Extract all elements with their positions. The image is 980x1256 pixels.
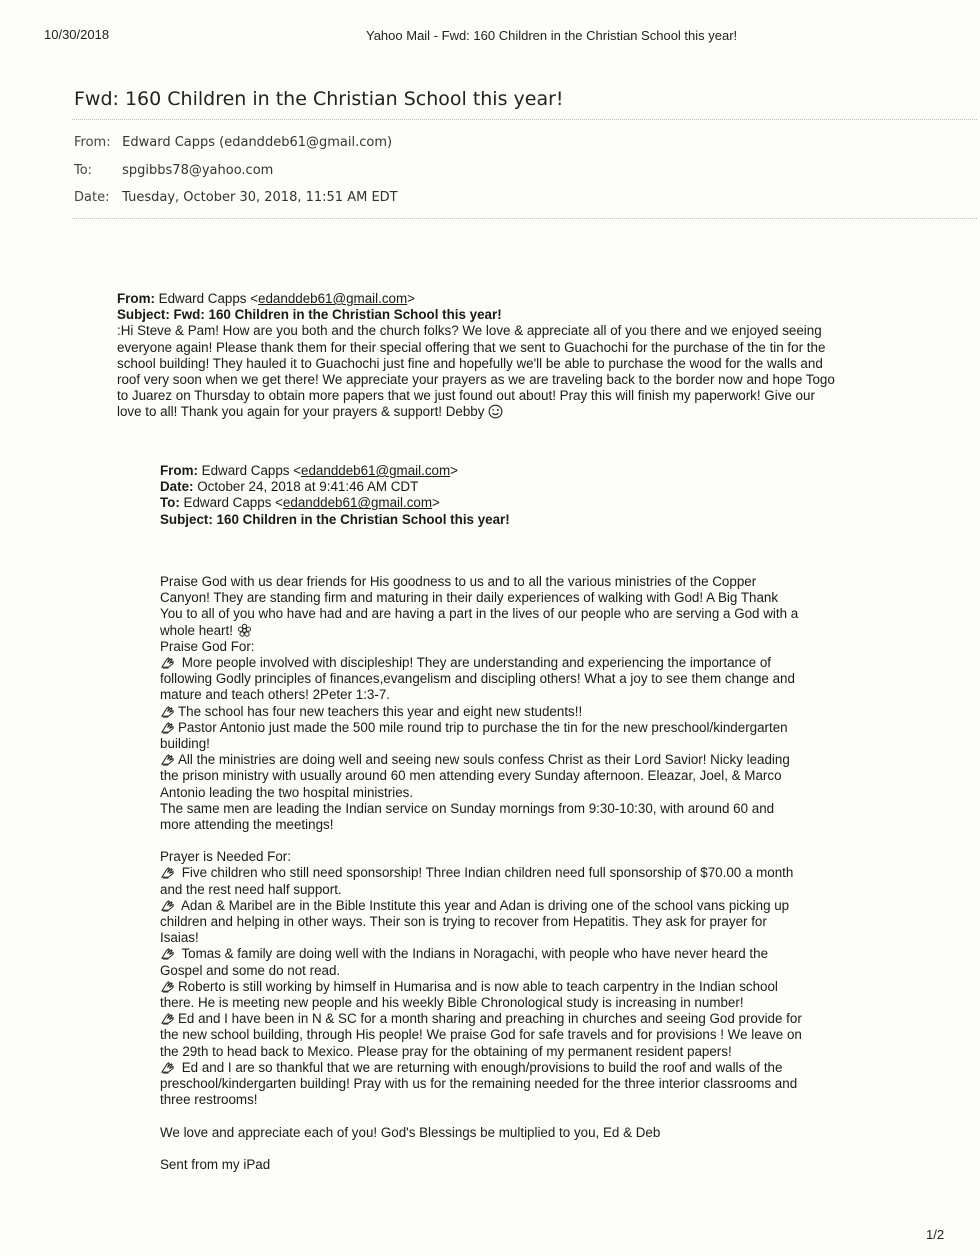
praying-hands-icon <box>160 980 175 993</box>
prayer-heading: Prayer is Needed For: <box>160 849 291 865</box>
fwd2-from-close: > <box>450 463 458 478</box>
print-title: Yahoo Mail - Fwd: 160 Children in the Christian School this year! <box>366 28 738 43</box>
praise-line: The school has four new teachers this year and eight new students!! <box>178 703 583 719</box>
praise-line: Antonio leading the two hospital ministries. <box>160 784 414 800</box>
intro-line: whole heart! <box>160 622 233 638</box>
fwd1-from-name: Edward Capps < <box>154 291 259 306</box>
intro-last-line <box>160 623 802 639</box>
prayer-item-4 <box>160 979 802 995</box>
to-value: spgibbs78@yahoo.com <box>122 163 274 178</box>
from-row <box>74 135 392 150</box>
prayer-line: there. He is meeting new people and his weekly Bible Chronological study is increasing in number! <box>160 995 744 1011</box>
fwd2-date-label: Date: <box>160 479 194 495</box>
praying-hands-icon <box>160 947 175 960</box>
to-row <box>74 163 273 178</box>
forward-block-1 <box>117 291 835 421</box>
prayer-line: Ed and I are so thankful that we are returning with enough/provisions to build the roof and walls of the <box>178 1059 783 1075</box>
fwd1-subject-line <box>117 307 835 323</box>
prayer-line: the new school building, through His people! We praise God for safe travels and for provisions ! We leave on <box>160 1027 802 1043</box>
closing-line: We love and appreciate each of you! God's Blessings be multiplied to you, Ed & Deb <box>160 1124 661 1140</box>
fwd1-body-line: love to all! Thank you again for your prayers & support! Debby <box>117 404 485 420</box>
praise-line: mature and teach others! 2Peter 1:3-7. <box>160 687 391 703</box>
fwd2-subject-value: 160 Children in the Christian School this year! <box>212 511 510 527</box>
prayer-line: Roberto is still working by himself in Humarisa and is now able to teach carpentry in the Indian school <box>178 978 778 994</box>
praying-hands-icon <box>160 753 175 766</box>
praise-line: All the ministries are doing well and seeing new souls confess Christ as their Lord Savior! Nicky leading <box>178 752 790 768</box>
praise-line: following Godly principles of finances,evangelism and discipling others! What a joy to see them change and <box>160 671 795 687</box>
prayer-line: children and helping in other ways. Their son is trying to recover from Hepatitis. They ask for prayer for <box>160 914 767 930</box>
intro-line: You to all of you who have had and are having a part in the lives of our people who are serving a God with a <box>160 606 799 622</box>
praise-line: More people involved with discipleship! They are understanding and experiencing the importance of <box>178 655 772 671</box>
praise-line: more attending the meetings! <box>160 817 334 833</box>
prayer-line: Gospel and some do not read. <box>160 962 341 978</box>
page-number: 1/2 <box>926 1227 945 1242</box>
date-label: Date: <box>74 190 110 205</box>
fwd1-body-last-line <box>117 404 835 420</box>
prayer-item-6 <box>160 1060 802 1076</box>
fwd2-from-email-link[interactable]: edanddeb61@gmail.com <box>301 463 451 478</box>
date-value: Tuesday, October 30, 2018, 11:51 AM EDT <box>122 190 398 205</box>
fwd1-body-line: to Juarez on Thursday to obtain more papers that we just found out about! Pray this will finish my paperwork! Give our <box>117 388 815 404</box>
fwd1-body-line: roof very soon when we get there! We appreciate your prayers as we are traveling back to the border now and hope Togo <box>117 372 835 388</box>
fwd1-from-line <box>117 291 835 307</box>
fwd1-body-line: everyone again! Please thank them for their special offering that we sent to Guachochi for the purchase of the tin for the <box>117 339 826 355</box>
fwd2-to-close: > <box>432 495 440 511</box>
praise-line: building! <box>160 736 210 752</box>
fwd1-body-line: :Hi Steve & Pam! How are you both and the church folks? We love & appreciate all of you there and we enjoyed seeing <box>117 323 822 339</box>
praying-hands-icon <box>160 721 175 734</box>
praise-item-2 <box>160 704 802 720</box>
fwd1-body-line: school building! They hauled it to Guachochi just fine and hopefully we'll be able to purchase the wood for the walls and <box>117 355 823 371</box>
fwd1-subject-value: Fwd: 160 Children in the Christian School this year! <box>169 307 502 323</box>
prayer-item-1 <box>160 865 802 881</box>
praying-hands-icon <box>160 1061 175 1074</box>
fwd2-subject-label: Subject: <box>160 511 213 527</box>
from-value: Edward Capps (edanddeb61@gmail.com) <box>122 135 393 150</box>
prayer-line: preschool/kindergarten building! Pray with us for the remaining needed for the three interior classrooms and <box>160 1076 798 1092</box>
praying-hands-icon <box>160 1012 175 1025</box>
praying-hands-icon <box>160 899 175 912</box>
print-date: 10/30/2018 <box>44 27 110 42</box>
fwd1-from-close: > <box>407 291 415 306</box>
praise-heading: Praise God For: <box>160 638 255 654</box>
email-subject: Fwd: 160 Children in the Christian School this year! <box>74 88 564 110</box>
signature: Sent from my iPad <box>160 1156 271 1172</box>
fwd1-from-label: From: <box>117 291 155 306</box>
fwd2-to-name: Edward Capps < <box>179 495 283 511</box>
intro-line: Praise God with us dear friends for His goodness to us and to all the various ministries of the Copper <box>160 574 757 589</box>
praise-item-3 <box>160 720 802 736</box>
forward-block-2 <box>160 463 510 528</box>
prayer-line: Adan & Maribel are in the Bible Institute this year and Adan is driving one of the school vans picking up <box>178 897 790 913</box>
to-label: To: <box>74 163 93 178</box>
praying-hands-icon <box>160 705 175 718</box>
praise-line: the prison ministry with usually around 60 men attending every Sunday afternoon. Eleazar, Joel, & Marco <box>160 768 782 784</box>
prayer-line: Ed and I have been in N & SC for a month sharing and preaching in churches and seeing God provide for <box>178 1011 802 1027</box>
prayer-line: three restrooms! <box>160 1092 258 1108</box>
fwd2-date-value: October 24, 2018 at 9:41:46 AM CDT <box>193 479 419 495</box>
prayer-line: the 29th to head back to Mexico. Please pray for the obtaining of my permanent resident papers! <box>160 1043 732 1059</box>
fwd2-date-line <box>160 479 510 495</box>
praying-hands-icon <box>160 866 175 879</box>
praise-item-1 <box>160 655 802 671</box>
meta-divider <box>72 218 977 219</box>
praise-item-4 <box>160 752 802 768</box>
prayer-line: Isaias! <box>160 930 199 946</box>
fwd2-to-email-link[interactable]: edanddeb61@gmail.com <box>282 495 433 511</box>
prayer-line: Five children who still need sponsorship! Three Indian children need full sponsorship of $70.00 a month <box>178 865 794 881</box>
fwd2-to-label: To: <box>160 495 180 511</box>
date-row <box>74 190 398 205</box>
prayer-item-2 <box>160 898 802 914</box>
fwd2-to-line <box>160 495 510 511</box>
praise-line: The same men are leading the Indian service on Sunday mornings from 9:30-10:30, with around 60 and <box>160 800 775 816</box>
fwd2-from-label: From: <box>160 463 198 478</box>
fwd1-from-email-link[interactable]: edanddeb61@gmail.com <box>258 291 408 306</box>
prayer-line: and the rest need half support. <box>160 881 342 897</box>
fwd2-from-name: Edward Capps < <box>197 463 302 478</box>
prayer-line: Tomas & family are doing well with the Indians in Noragachi, with people who have never heard the <box>178 946 769 962</box>
prayer-item-5 <box>160 1011 802 1027</box>
subject-divider <box>72 119 977 120</box>
from-label: From: <box>74 135 111 150</box>
wink-face-icon <box>488 404 503 419</box>
fwd2-subject-line <box>160 512 510 528</box>
intro-line: Canyon! They are standing firm and maturing in their daily experiences of walking with God! A Big Thank <box>160 590 779 606</box>
praise-line: Pastor Antonio just made the 500 mile round trip to purchase the tin for the new preschool/kindergarten <box>178 719 788 735</box>
fwd1-subject-label: Subject: <box>117 307 170 323</box>
flower-icon <box>237 623 252 638</box>
praying-hands-icon <box>160 656 175 669</box>
prayer-item-3 <box>160 946 802 962</box>
forward-body <box>160 574 802 1173</box>
fwd2-from-line <box>160 463 510 479</box>
